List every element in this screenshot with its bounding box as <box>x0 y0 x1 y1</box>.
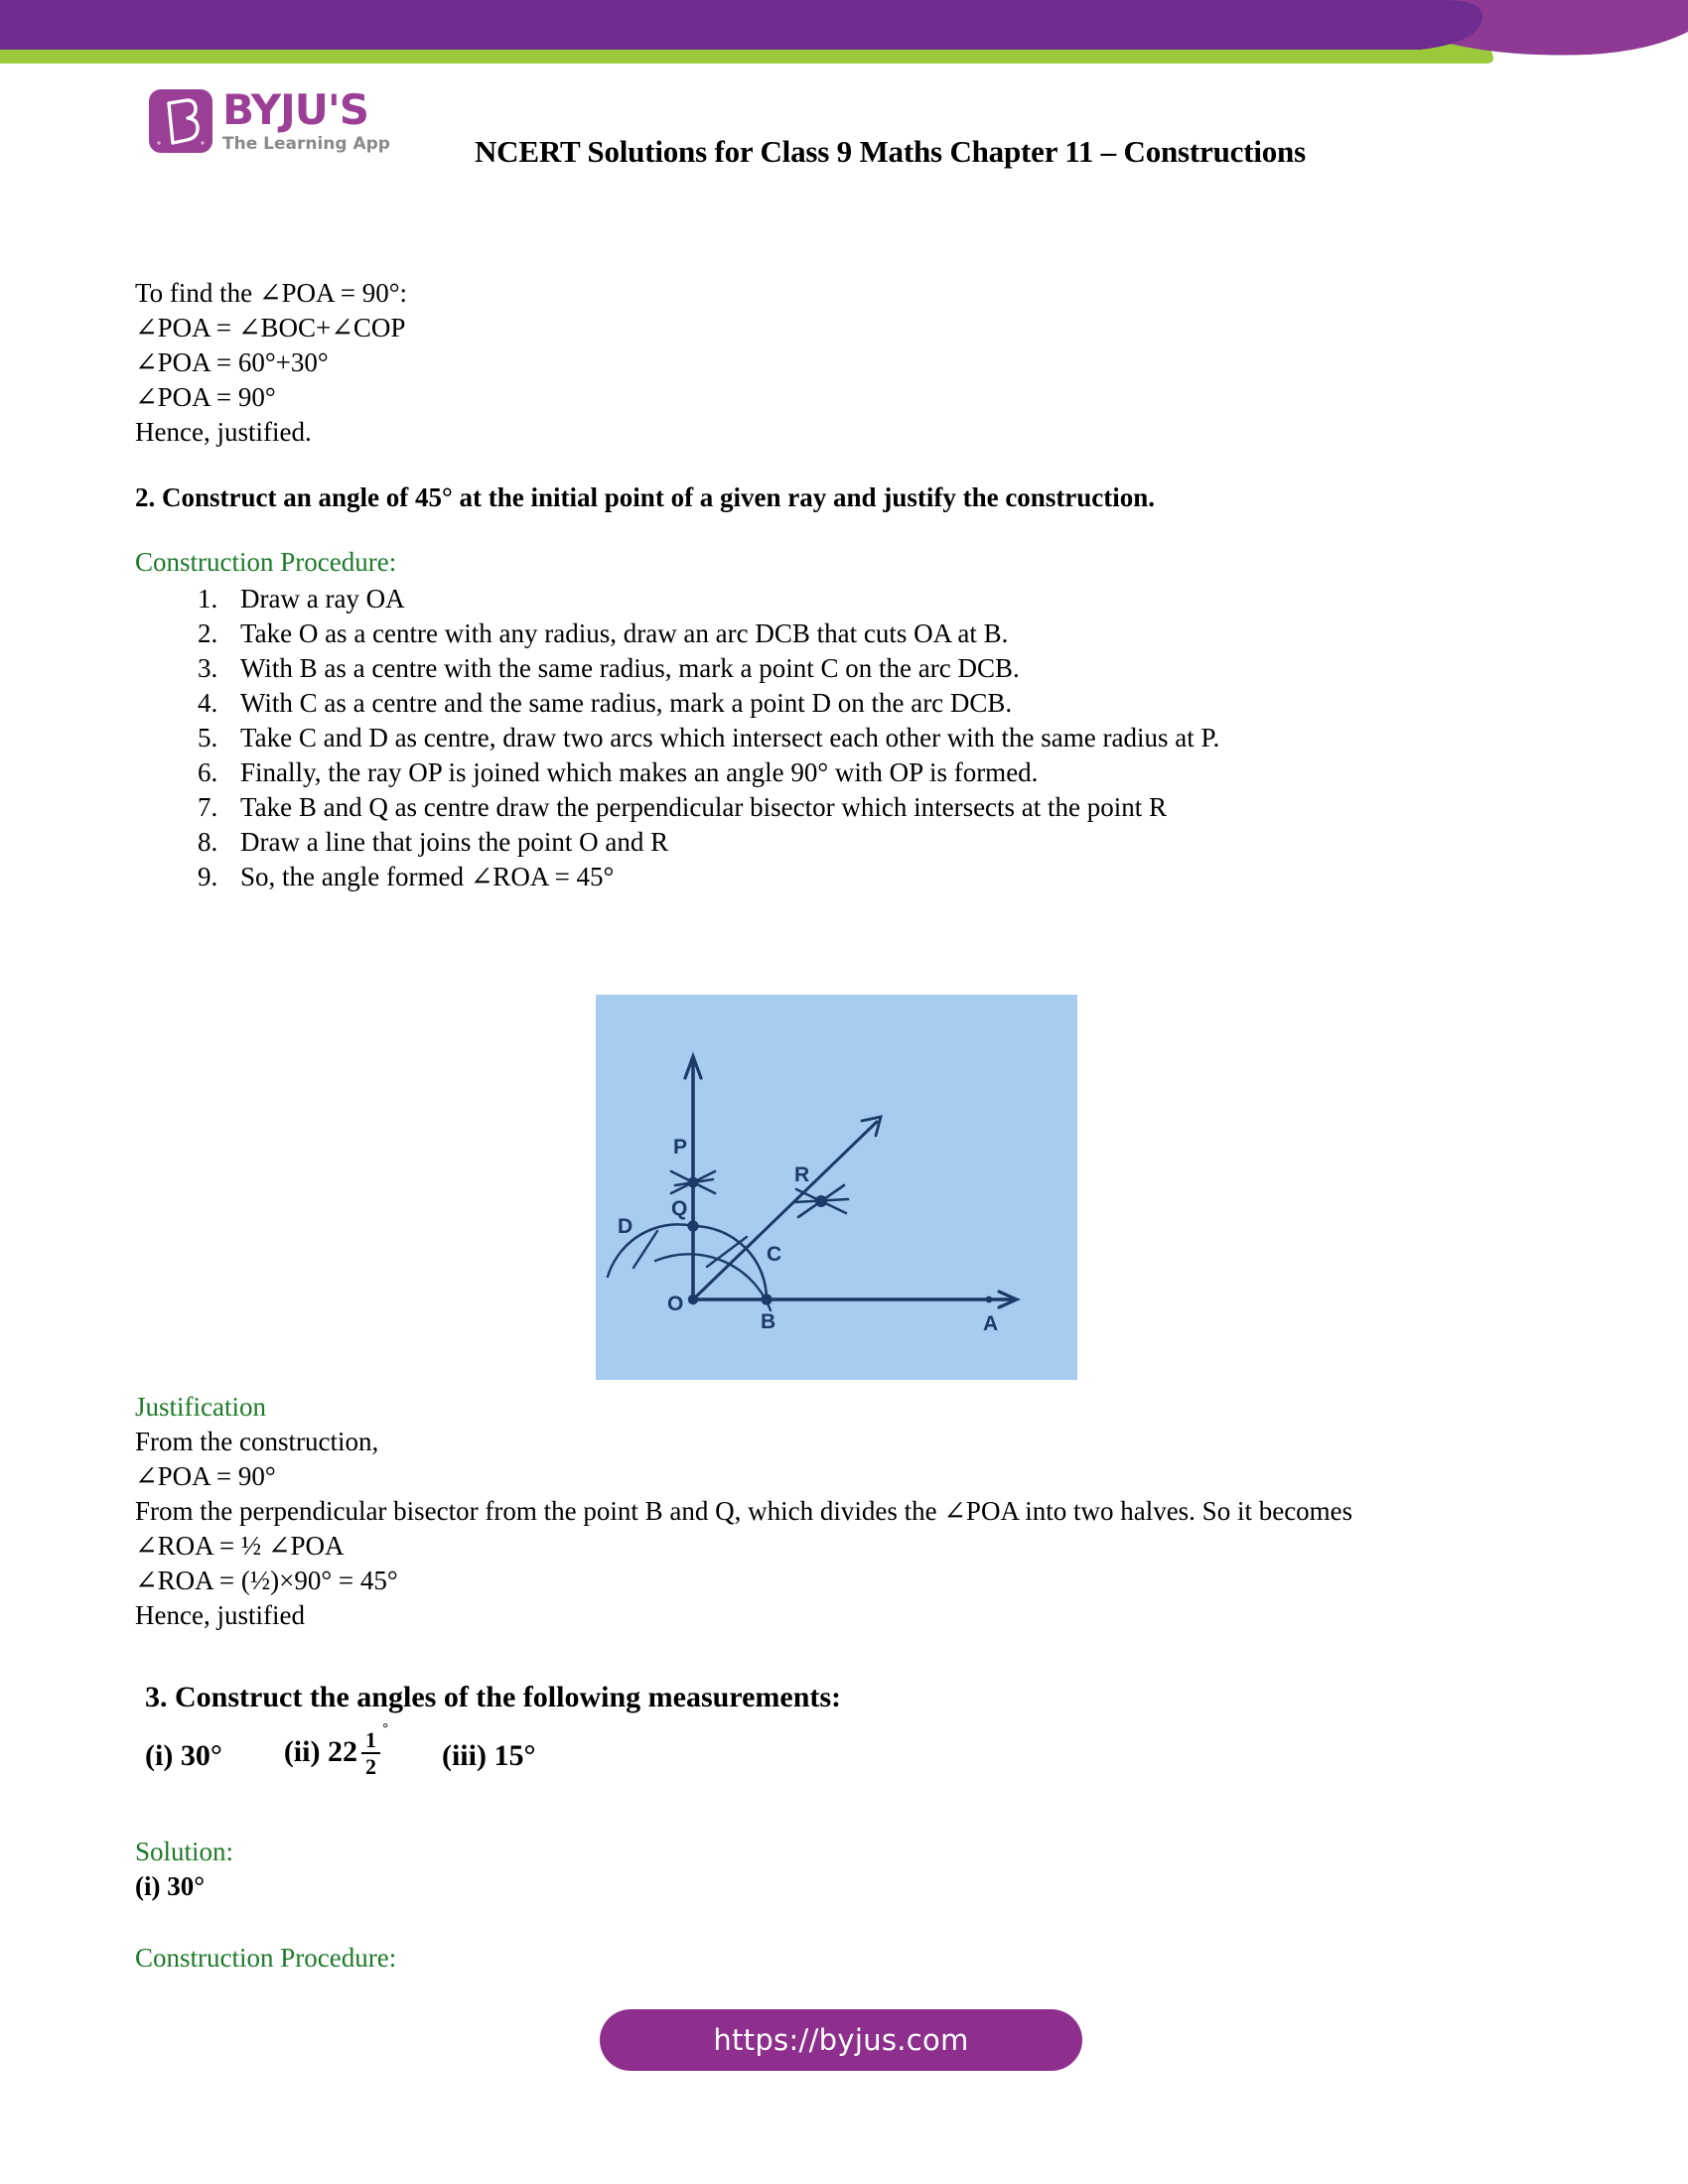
list-item: 5. Take C and D as centre, draw two arcs which intersect each other with the same radius at P. <box>224 721 1545 755</box>
question-2-heading: 2. Construct an angle of 45° at the initial point of a given ray and justify the construction. <box>135 482 1156 512</box>
spacer <box>135 515 1545 545</box>
construction-diagram <box>596 995 1077 1380</box>
page-title: NCERT Solutions for Class 9 Maths Chapter 11 – Constructions <box>475 134 1306 169</box>
fraction-denominator: 2 <box>364 1754 376 1780</box>
logo-brand-text: BYJU'S <box>222 85 368 134</box>
byjus-logo <box>149 87 447 167</box>
justification-heading: Justification <box>135 1392 266 1422</box>
main-content <box>135 276 1545 894</box>
point-Q-dot <box>687 1220 698 1231</box>
spacer <box>135 450 1545 479</box>
list-item: 9. So, the angle formed ∠ROA = 45° <box>224 860 1545 894</box>
point-B-dot <box>761 1294 772 1304</box>
figure-label-P: P <box>673 1136 688 1159</box>
figure-label-R: R <box>794 1163 810 1186</box>
justification-line: ∠ROA = ½ ∠POA <box>135 1531 345 1561</box>
figure-label-O: O <box>667 1293 684 1315</box>
list-item: 3. With B as a centre with the same radius, mark a point C on the arc DCB. <box>224 651 1545 686</box>
ray-OR <box>693 1122 877 1299</box>
point-A-dot <box>986 1297 993 1303</box>
question-3-heading: 3. Construct the angles of the following measurements: <box>145 1681 842 1713</box>
list-item: 2. Take O as a centre with any radius, draw an arc DCB that cuts OA at B. <box>224 616 1545 651</box>
intro-line: ∠POA = 60°+30° <box>135 347 329 377</box>
justification-line: ∠ROA = (½)×90° = 45° <box>135 1566 398 1595</box>
degree-symbol: ° <box>382 1721 388 1736</box>
list-item: 8. Draw a line that joins the point O and R <box>224 825 1545 860</box>
point-P-dot <box>688 1177 699 1188</box>
figure-label-C: C <box>767 1243 782 1266</box>
intro-derivation <box>135 276 1545 450</box>
figure-label-A: A <box>983 1312 999 1335</box>
footer-url-button[interactable] <box>600 2009 1082 2071</box>
list-item: 7. Take B and Q as centre draw the perpendicular bisector which intersects at the point R <box>224 790 1545 825</box>
justification-line: From the construction, <box>135 1427 379 1456</box>
option-ii <box>283 1721 388 1780</box>
figure-label-D: D <box>618 1215 633 1238</box>
point-R-dot <box>815 1195 827 1207</box>
point-O-dot <box>688 1295 698 1304</box>
figure-label-Q: Q <box>671 1197 688 1220</box>
figure-label-B: B <box>761 1310 776 1333</box>
solution-item: (i) 30° <box>135 1871 206 1901</box>
solution-section <box>135 1835 1426 1904</box>
byjus-logo-mark <box>149 89 212 153</box>
fraction-numerator: 1 ° <box>361 1728 380 1754</box>
intro-line: ∠POA = 90° <box>135 382 276 412</box>
logo-tagline: The Learning App <box>222 134 390 154</box>
construction-procedure-label: Construction Procedure: <box>135 547 397 577</box>
question-3-section <box>145 1678 1436 1780</box>
justification-line: Hence, justified <box>135 1600 305 1630</box>
solution-label: Solution: <box>135 1837 234 1866</box>
option-iii: (iii) 15° <box>441 1739 536 1773</box>
list-item: 6. Finally, the ray OP is joined which makes an angle 90° with OP is formed. <box>224 755 1545 790</box>
justification-line: ∠POA = 90° <box>135 1461 276 1491</box>
footer-url-text: https://byjus.com <box>713 2023 969 2057</box>
header-decoration <box>0 0 1688 79</box>
arc-D-tail <box>608 1251 622 1277</box>
justification-line: From the perpendicular bisector from the point B and Q, which divides the ∠POA into two halves. So it becomes <box>135 1496 1353 1526</box>
intro-line: Hence, justified. <box>135 417 312 447</box>
mixed-fraction <box>361 1721 388 1780</box>
option-i: (i) 30° <box>145 1739 222 1773</box>
list-item: 1. Draw a ray OA <box>224 582 1545 616</box>
option-ii-label: (ii) 22 <box>283 1735 357 1769</box>
construction-steps-list <box>135 582 1545 894</box>
intro-line: To find the ∠POA = 90°: <box>135 278 408 308</box>
header-purple-band <box>0 0 1482 50</box>
question-3-options <box>145 1721 1436 1780</box>
intro-line: ∠POA = ∠BOC+∠COP <box>135 313 406 342</box>
justification-section <box>135 1390 1575 1633</box>
list-item: 4. With C as a centre and the same radius, mark a point D on the arc DCB. <box>224 686 1545 721</box>
construction-procedure-label-bottom: Construction Procedure: <box>135 1943 397 1973</box>
